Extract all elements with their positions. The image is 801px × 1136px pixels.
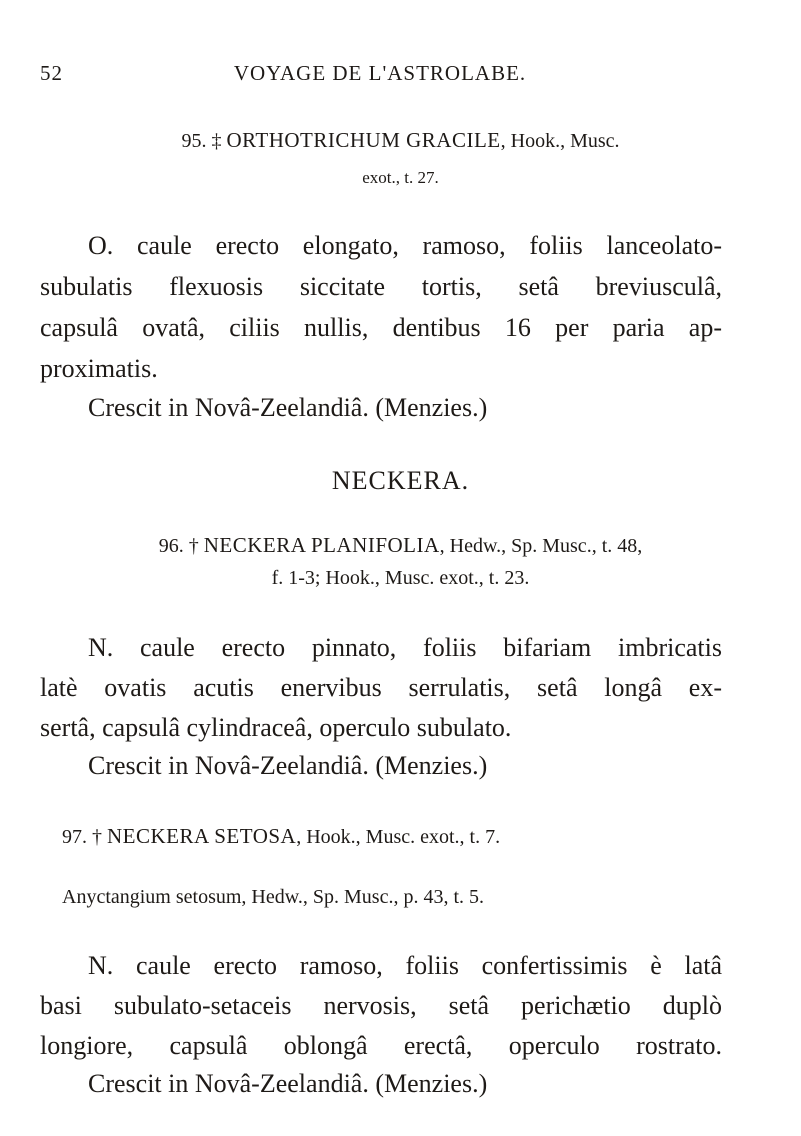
species-name: NECKERA PLANIFOLIA	[203, 533, 440, 557]
reference: , Hedw., Sp. Musc., t. 48,	[439, 535, 643, 557]
reference-continued: exot., t. 27.	[362, 168, 439, 187]
entry-number: 97. †	[62, 826, 102, 848]
species-name: NECKERA SETOSA	[107, 824, 297, 848]
reference-continued: f. 1-3; Hook., Musc. exot., t. 23.	[271, 567, 530, 589]
habitat-line: Crescit in Novâ-Zeelandiâ. (Menzies.)	[88, 1069, 488, 1098]
description-line: latè ovatis acutis enervibus serrulatis, setâ longâ ex-	[40, 673, 722, 702]
habitat-line: Crescit in Novâ-Zeelandiâ. (Menzies.)	[88, 393, 488, 422]
reference: , Hook., Musc.	[500, 130, 620, 152]
description-line: O. caule erecto elongato, ramoso, foliis lanceolato-	[88, 231, 722, 260]
description-line: longiore, capsulâ oblongâ erectâ, operculo rostrato.	[40, 1031, 722, 1060]
description-line: proximatis.	[40, 354, 158, 383]
page-number: 52	[40, 61, 63, 85]
description-line: sertâ, capsulâ cylindraceâ, operculo subulato.	[40, 713, 512, 742]
habitat-line: Crescit in Novâ-Zeelandiâ. (Menzies.)	[88, 751, 488, 780]
synonym-line: Anyctangium setosum, Hedw., Sp. Musc., p. 43, t. 5.	[62, 886, 485, 908]
entry-heading	[0, 123, 801, 157]
description-line: capsulâ ovatâ, ciliis nullis, dentibus 16 per paria ap-	[40, 313, 722, 342]
description-line: subulatis flexuosis siccitate tortis, setâ breviusculâ,	[40, 272, 722, 301]
running-title: VOYAGE DE L'ASTROLABE.	[233, 61, 527, 85]
species-name: ORTHOTRICHUM GRACILE	[226, 128, 501, 152]
entry-heading	[62, 819, 500, 853]
entry-number: 96. †	[158, 535, 199, 557]
section-title: NECKERA.	[331, 466, 470, 495]
entry-heading	[0, 528, 801, 562]
description-line: basi subulato-setaceis nervosis, setâ perichætio duplò	[40, 991, 722, 1020]
description-line: N. caule erecto pinnato, foliis bifariam imbricatis	[88, 633, 722, 662]
description-line: N. caule erecto ramoso, foliis confertissimis è latâ	[88, 951, 722, 980]
reference: , Hook., Musc. exot., t. 7.	[296, 826, 501, 848]
entry-number: 95. ‡	[181, 130, 222, 152]
